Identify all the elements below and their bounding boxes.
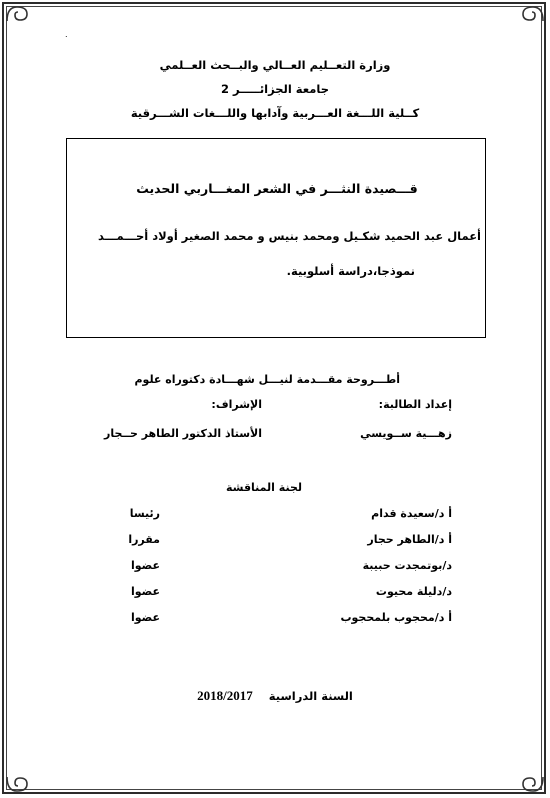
committee-member-role: مقررا	[128, 533, 160, 546]
page-border-inner	[6, 6, 542, 790]
prepared-by-label: إعداد الطالبة:	[378, 398, 452, 411]
committee-member-name: أ د/الطاهر حجار	[367, 533, 452, 546]
committee-member-role: عضوا	[130, 559, 160, 572]
committee-member-name: د/بوتمجدت حبيبة	[362, 559, 452, 572]
thesis-subtitle-line1: أعمال عبد الحميد شكـيل ومحمد بنيس و محمد الصغير أولاد أحـــمـــد	[98, 229, 481, 243]
committee-member-role: عضوا	[130, 585, 160, 598]
student-name: زهـــية ســويسي	[360, 427, 452, 440]
thesis-title: قـــصيدة النثـــر في الشعر المغـــاربي الحديث	[136, 181, 418, 196]
corner-ornament-bottom-left-icon	[4, 774, 30, 794]
academic-year-label: السنة الدراسية	[268, 689, 353, 703]
committee-member-name: د/دليلة محيوت	[375, 585, 452, 598]
corner-ornament-top-left-icon	[4, 4, 30, 24]
committee-member-name: أ د/سعيدة قدام	[371, 507, 452, 520]
corner-ornament-top-right-icon	[520, 4, 546, 24]
committee-member-role: عضوا	[130, 611, 160, 624]
academic-year-value: 2018/2017	[197, 688, 253, 703]
supervisor-name: الأستاذ الدكتور الطاهر حــجار	[104, 427, 262, 440]
faculty-heading: كــلية اللـــغة العـــربية وآدابها واللـــغات الشـــرقية	[130, 106, 420, 120]
committee-member-name: أ د/محجوب بلمحجوب	[340, 611, 452, 624]
committee-member-role: رئيسا	[129, 507, 160, 520]
thesis-subtitle-line2: نموذجا،دراسة أسلوبية.	[286, 264, 415, 278]
committee-heading: لجنة المناقشة	[225, 481, 302, 494]
academic-year	[0, 688, 550, 704]
title-box	[66, 138, 486, 338]
thesis-note: أطـــروحة مقـــدمة لنيـــل شهـــادة دكتوراه علوم	[134, 373, 400, 386]
corner-ornament-bottom-right-icon	[520, 774, 546, 794]
supervision-label: الإشراف:	[211, 398, 262, 411]
university-heading: جامعة الجزائـــــر 2	[221, 82, 329, 96]
ministry-heading: وزارة التعــليم العــالي والبــحث العــلمي	[159, 58, 391, 72]
corner-dot: .	[65, 30, 68, 39]
